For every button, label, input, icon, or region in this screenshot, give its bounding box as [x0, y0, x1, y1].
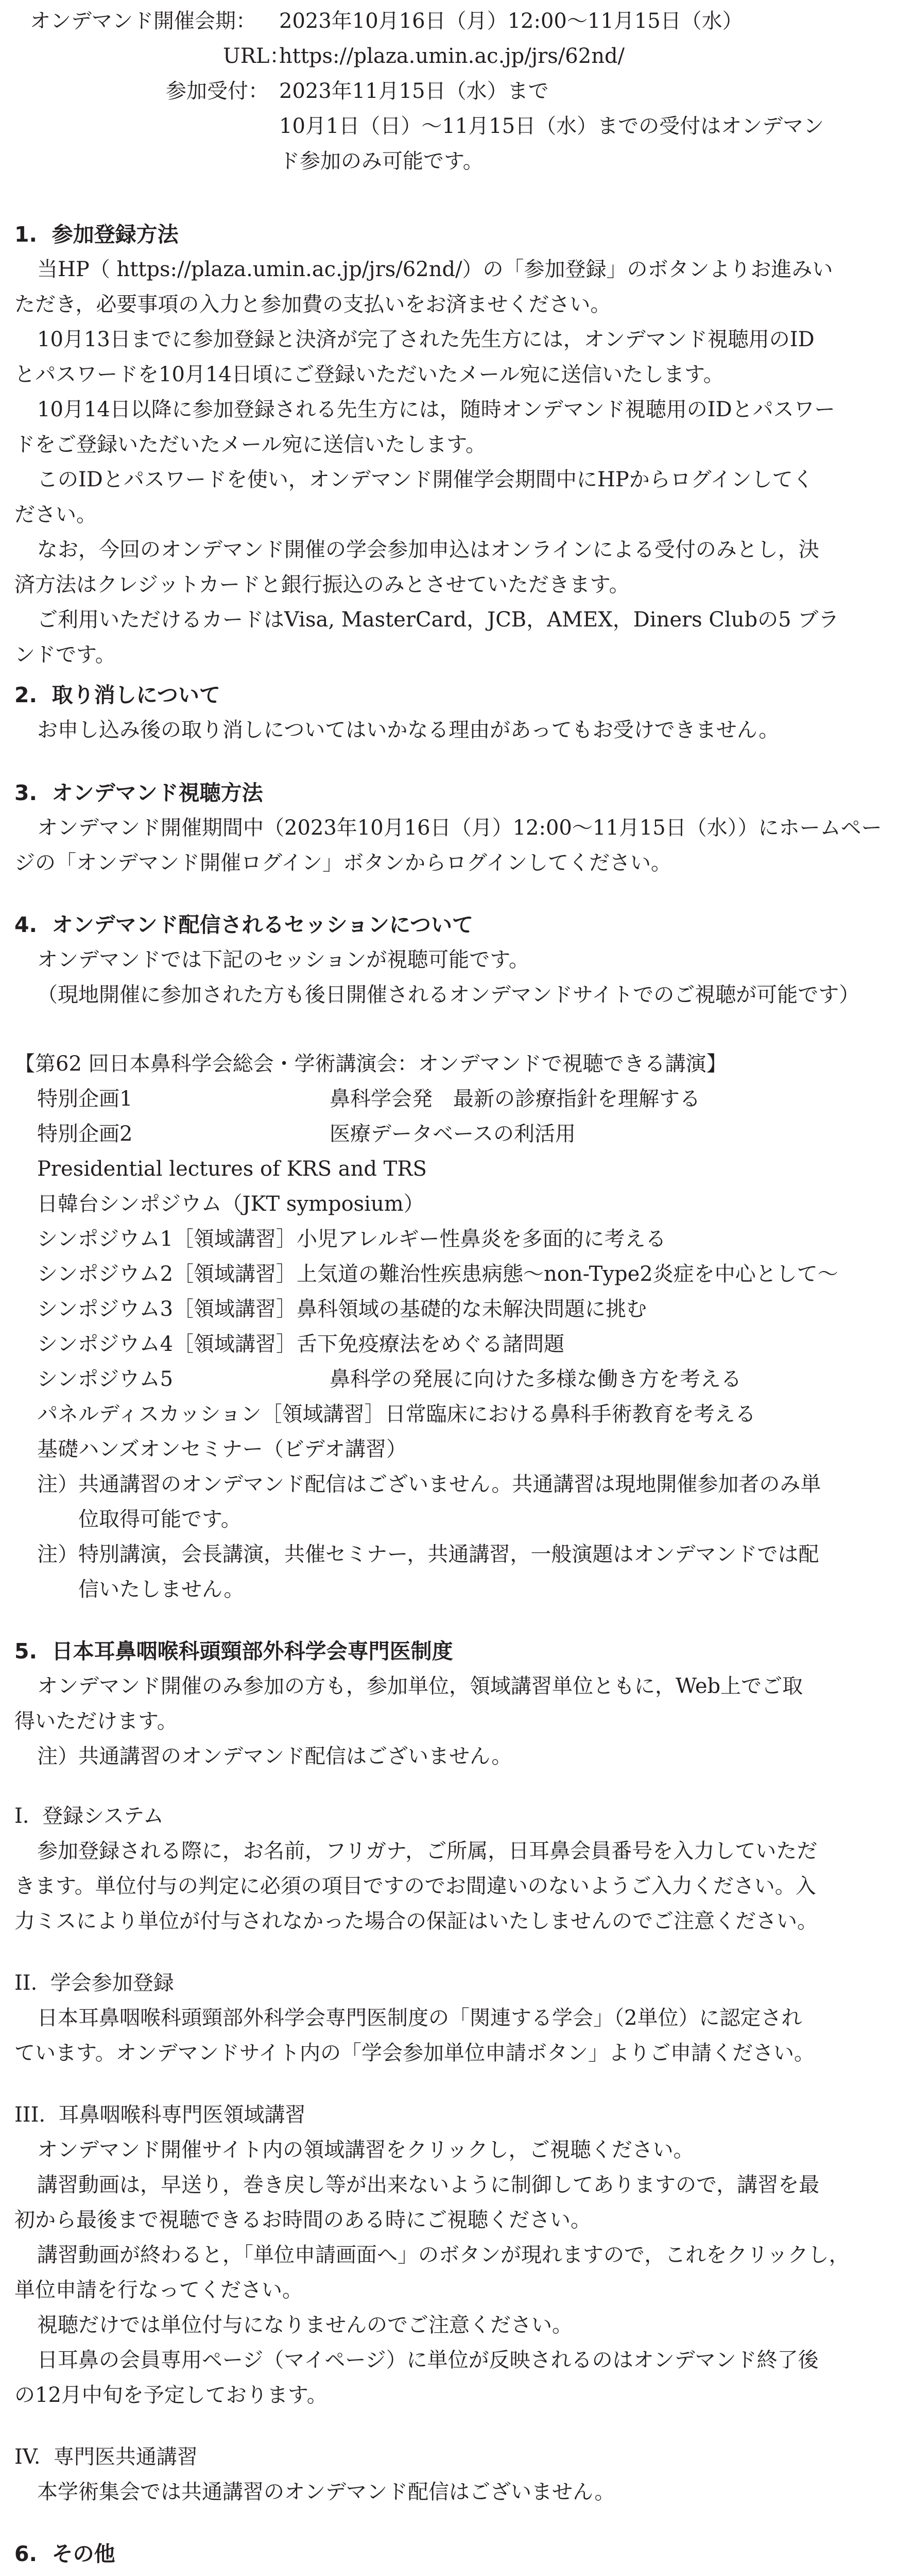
section-heading: 6. その他 [14, 2541, 115, 2566]
session-name: シンポジウム4［領域講習］舌下免疫療法をめぐる諸問題 [37, 1332, 565, 1356]
paragraph-line: 得いただけます。 [14, 1709, 178, 1733]
paragraph-line: 力ミスにより単位が付与されなかった場合の保証はいたしませんのでご注意ください。 [14, 1909, 818, 1933]
paragraph-line: の12月中旬を予定しております。 [14, 2383, 327, 2407]
subsection-heading: II. 学会参加登録 [14, 1971, 174, 1995]
paragraph-line: オンデマンド開催期間中（2023年10月16日（月）12:00～11月15日（水））にホームペー [37, 816, 882, 840]
paragraph-line: オンデマンドでは下記のセッションが視聴可能です。 [37, 948, 529, 972]
reception-note: 10月1日（日）～11月15日（水）までの受付はオンデマン [279, 114, 824, 138]
paragraph-line: 視聴だけでは単位付与になりませんのでご注意ください。 [37, 2313, 573, 2337]
paragraph-line: ださい。 [14, 503, 97, 527]
paragraph-line: ています。オンデマンドサイト内の「学会参加単位申請ボタン」よりご申請ください。 [14, 2041, 815, 2065]
note-text: 共通講習のオンデマンド配信はございません。共通講習は現地開催参加者のみ単 [78, 1472, 821, 1496]
section-heading: 2. 取り消しについて [14, 683, 220, 707]
paragraph-line: 済方法はクレジットカードと銀行振込のみとさせていただきます。 [14, 573, 630, 597]
session-list-title: 【第62 回日本鼻科学会総会・学術講演会：オンデマンドで視聴できる講演】 [14, 1052, 727, 1076]
session-name: 特別企画2 [37, 1122, 133, 1146]
session-name: パネルディスカッション［領域講習］日常臨床における鼻科手術教育を考える [37, 1402, 756, 1426]
session-name: Presidential lectures of KRS and TRS [37, 1157, 427, 1181]
session-title: 鼻科学の発展に向けた多様な働き方を考える [330, 1367, 741, 1391]
note-mark: 注） [37, 1543, 78, 1566]
note-text: 注）共通講習のオンデマンド配信はございません。 [37, 1744, 512, 1768]
subsection-heading: I. 登録システム [14, 1804, 164, 1828]
period-label: オンデマンド開催会期： [30, 9, 256, 33]
section-heading: 3. オンデマンド視聴方法 [14, 781, 263, 805]
url-link[interactable]: https://plaza.umin.ac.jp/jrs/62nd/ [279, 44, 625, 68]
paragraph-line: ただき，必要事項の入力と参加費の支払いをお済ませください。 [14, 293, 611, 316]
session-name: 基礎ハンズオンセミナー（ビデオ講習） [37, 1437, 407, 1461]
paragraph-line: きます。単位付与の判定に必須の項目ですのでお間違いのないようご入力ください。入 [14, 1874, 816, 1898]
subsection-heading: IV. 専門医共通講習 [14, 2445, 198, 2469]
section-heading: 5. 日本耳鼻咽喉科頭頸部外科学会専門医制度 [14, 1639, 453, 1664]
paragraph-line: オンデマンド開催サイト内の領域講習をクリックし，ご視聴ください。 [37, 2138, 694, 2162]
period-value: 2023年10月16日（月）12:00～11月15日（水） [279, 9, 743, 33]
reception-note: ド参加のみ可能です。 [279, 149, 484, 173]
session-name: 日韓台シンポジウム（JKT symposium） [37, 1192, 424, 1216]
paragraph-line: 日耳鼻の会員専用ページ（マイページ）に単位が反映されるのはオンデマンド終了後 [37, 2348, 819, 2372]
paragraph-line: なお，今回のオンデマンド開催の学会参加申込はオンラインによる受付のみとし，決 [37, 538, 819, 562]
note-text: 信いたしません。 [78, 1578, 245, 1601]
note-mark: 注） [37, 1472, 78, 1496]
paragraph-line: （現地開催に参加された方も後日開催されるオンデマンドサイトでのご視聴が可能です） [37, 983, 860, 1007]
reception-value: 2023年11月15日（水）まで [279, 79, 549, 103]
url-label: URL： [223, 44, 290, 68]
paragraph-line: ンドです。 [14, 643, 116, 667]
session-name: シンポジウム1［領域講習］小児アレルギー性鼻炎を多面的に考える [37, 1227, 666, 1251]
reception-label: 参加受付： [166, 79, 269, 103]
paragraph-line: 講習動画は，早送り，巻き戻し等が出来ないように制御してありますので，講習を最 [37, 2173, 820, 2197]
paragraph-line: 初から最後まで視聴できるお時間のある時にご視聴ください。 [14, 2208, 591, 2232]
session-name: シンポジウム3［領域講習］鼻科領域の基礎的な未解決問題に挑む [37, 1297, 647, 1321]
paragraph-line: 当HP（ https://plaza.umin.ac.jp/jrs/62nd/）の「参加登録」のボタンよりお進みい [37, 258, 833, 281]
note-text: 特別講演，会長講演，共催セミナー，共通講習，一般演題はオンデマンドでは配 [78, 1543, 819, 1566]
paragraph-line: ご利用いただけるカードはVisa, MasterCard，JCB，AMEX，Diners Clubの5 ブラ [37, 608, 839, 632]
session-title: 鼻科学会発 最新の診療指針を理解する [330, 1087, 700, 1111]
paragraph-line: 参加登録される際に，お名前，フリガナ，ご所属，日耳鼻会員番号を入力していただ [37, 1839, 818, 1863]
paragraph-line: 単位申請を行なってください。 [14, 2278, 303, 2302]
paragraph-line: 10月14日以降に参加登録される先生方には，随時オンデマンド視聴用のIDとパスワー [37, 398, 835, 421]
session-name: 特別企画1 [37, 1087, 133, 1111]
section-heading: 1. 参加登録方法 [14, 222, 179, 247]
paragraph-line: このIDとパスワードを使い，オンデマンド開催学会期間中にHPからログインしてく [37, 468, 814, 492]
paragraph-line: 10月13日までに参加登録と決済が完了された先生方には，オンデマンド視聴用のID [37, 328, 815, 351]
paragraph-line: 日本耳鼻咽喉科頭頸部外科学会専門医制度の「関連する学会」（2単位）に認定され [37, 2006, 802, 2030]
subsection-heading: III. 耳鼻咽喉科専門医領域講習 [14, 2103, 306, 2127]
paragraph-line: ジの「オンデマンド開催ログイン」ボタンからログインしてください。 [14, 851, 671, 875]
session-name: シンポジウム2［領域講習］上気道の難治性疾患病態～non-Type2炎症を中心として～ [37, 1262, 838, 1286]
paragraph-line: ドをご登録いただいたメール宛に送信いたします。 [14, 433, 486, 456]
session-name: シンポジウム5 [37, 1367, 174, 1391]
note-text: 位取得可能です。 [78, 1507, 242, 1531]
session-title: 医療データベースの利活用 [330, 1122, 576, 1146]
paragraph-line: 本学術集会では共通講習のオンデマンド配信はございません。 [37, 2480, 615, 2504]
section-heading: 4. オンデマンド配信されるセッションについて [14, 912, 474, 937]
paragraph-line: オンデマンド開催のみ参加の方も，参加単位，領域講習単位ともに，Web上でご取 [37, 1674, 803, 1698]
paragraph-line: 講習動画が終わると，「単位申請画面へ」のボタンが現れますので，これをクリックし， [37, 2243, 850, 2267]
paragraph-line: お申し込み後の取り消しについてはいかなる理由があってもお受けできません。 [37, 718, 780, 742]
paragraph-line: とパスワードを10月14日頃にご登録いただいたメール宛に送信いたします。 [14, 363, 724, 386]
